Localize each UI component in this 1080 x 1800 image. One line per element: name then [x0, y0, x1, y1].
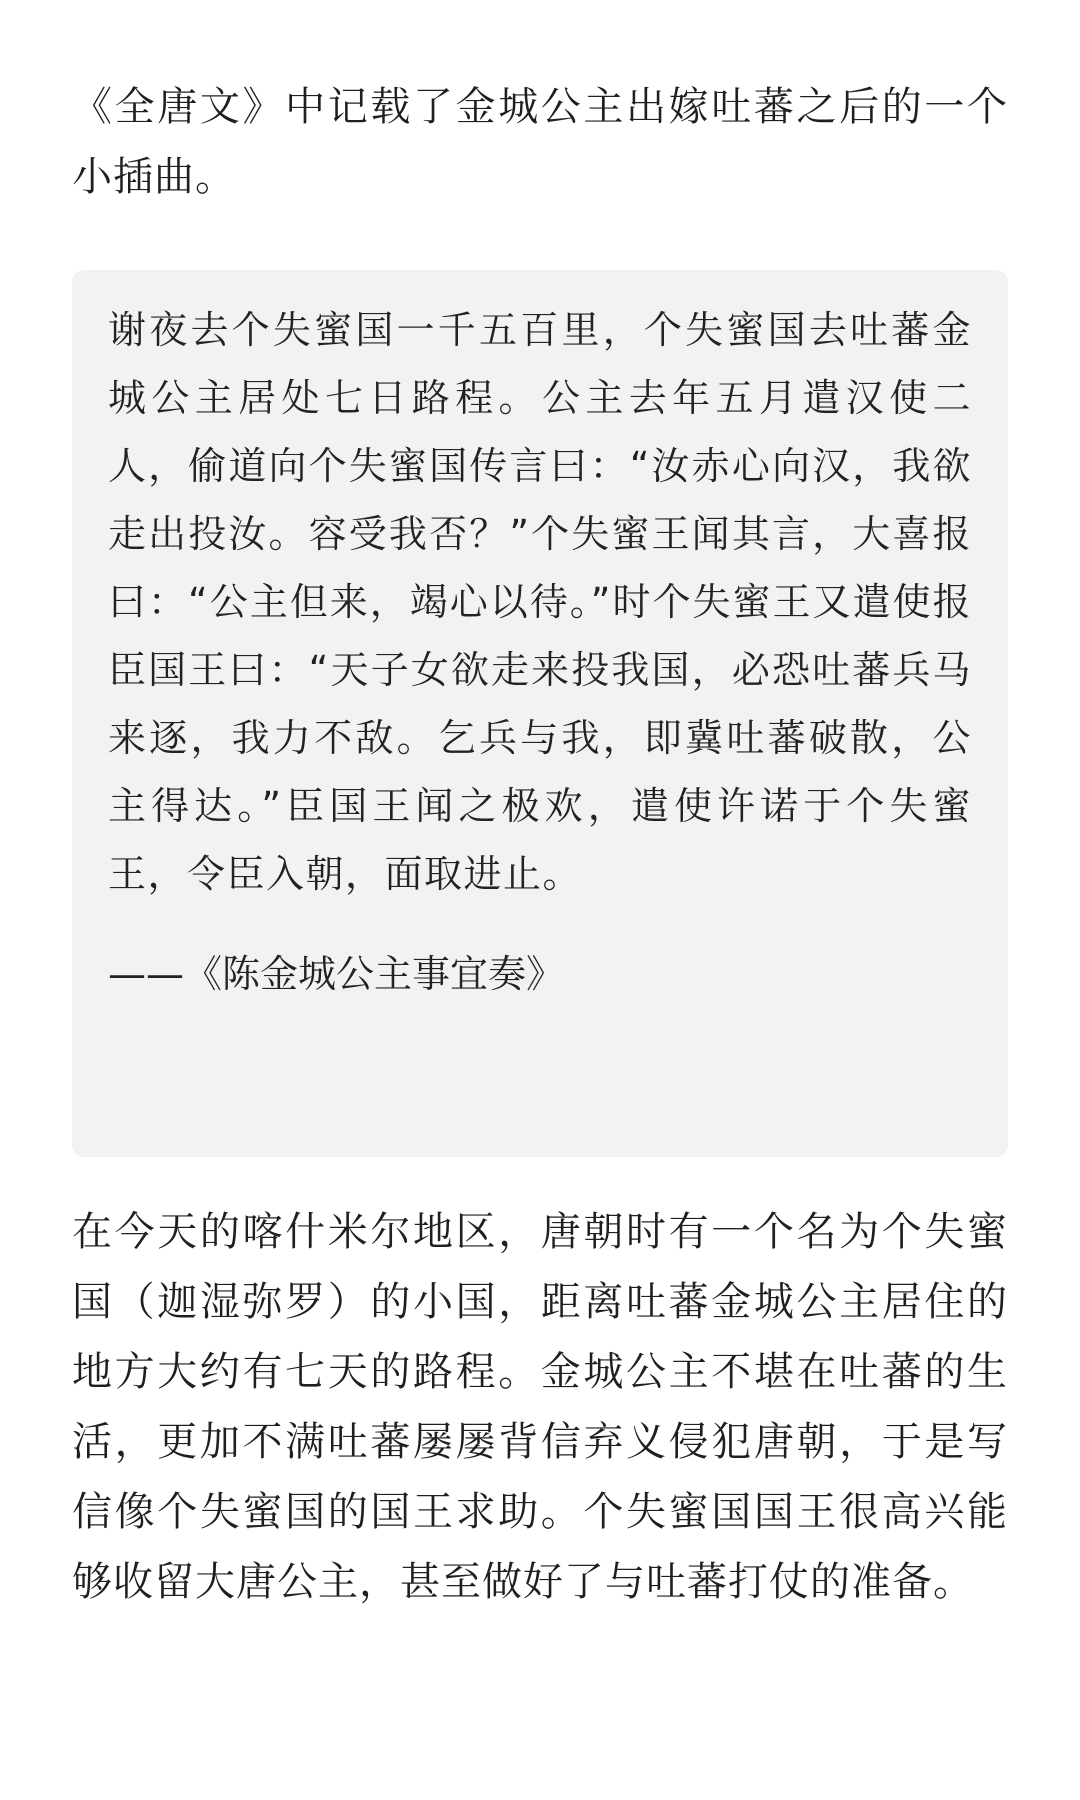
quote-source: ——《陈金城公主事宜奏》 [108, 952, 565, 996]
quote-block [72, 270, 1008, 1157]
quote-text: 谢夜去个失蜜国一千五百里，个失蜜国去吐蕃金城公主居处七日路程。公主去年五月遣汉使二人，偷道向个失蜜国传言曰：“汝赤心向汉，我欲走出投汝。容受我否？”个失蜜王闻其言，大喜报曰：“公主但来，竭心以待。”时个失蜜王又遣使报臣国王曰：“天子女欲走来投我国，必恐吐蕃兵马来逐，我力不敌。乞兵与我，即冀吐蕃破散，公主得达。”臣国王闻之极欢，遣使许诺于个失蜜王，令臣入朝，面取进止。 [108, 308, 972, 896]
article [72, 72, 1008, 1617]
body-paragraph: 在今天的喀什米尔地区，唐朝时有一个名为个失蜜国（迦湿弥罗）的小国，距离吐蕃金城公主居住的地方大约有七天的路程。金城公主不堪在吐蕃的生活，更加不满吐蕃屡屡背信弃义侵犯唐朝，于是写信像个失蜜国的国王求助。个失蜜国国王很高兴能够收留大唐公主，甚至做好了与吐蕃打仗的准备。 [72, 1209, 1008, 1605]
intro-paragraph: 《全唐文》中记载了金城公主出嫁吐蕃之后的一个小插曲。 [72, 84, 1008, 200]
